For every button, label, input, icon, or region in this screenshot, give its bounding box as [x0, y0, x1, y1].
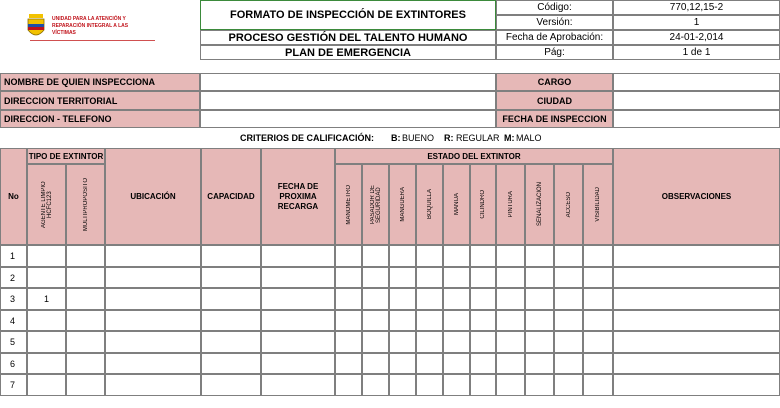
row-6-capacidad-cell[interactable]: [201, 353, 261, 374]
row-4-fecha-recarga-cell[interactable]: [261, 310, 335, 331]
row-4-pasador-cell[interactable]: [362, 310, 389, 331]
row-2-fecha-recarga-cell[interactable]: [261, 267, 335, 288]
cargo-label: CARGO: [496, 73, 613, 91]
criterios-label: CRITERIOS DE CALIFICACIÓN:: [240, 133, 374, 143]
row-3-manometro-cell[interactable]: [335, 288, 362, 310]
row-2-cilindro-cell[interactable]: [470, 267, 496, 288]
row-3-pasador-cell[interactable]: [362, 288, 389, 310]
logo-underline: [30, 40, 155, 41]
row-3-senalizacion-cell[interactable]: [525, 288, 554, 310]
row-6-ubicacion-cell[interactable]: [105, 353, 201, 374]
title-process: PROCESO GESTIÓN DEL TALENTO HUMANO: [200, 30, 496, 45]
row-6-observaciones-cell[interactable]: [613, 353, 780, 374]
criterio-regular: REGULAR: [456, 133, 500, 143]
row-7-multiproposito-cell[interactable]: [66, 374, 105, 396]
criterio-bueno: BUENO: [402, 133, 435, 143]
row-6-manija-cell[interactable]: [443, 353, 470, 374]
row-3-ubicacion-cell[interactable]: [105, 288, 201, 310]
row-5-senalizacion-cell[interactable]: [525, 331, 554, 353]
row-5-cilindro-cell[interactable]: [470, 331, 496, 353]
col-multiproposito-header: [66, 164, 105, 245]
row-5-manguera-cell[interactable]: [389, 331, 416, 353]
meta-codigo-value: 770,12,15-2: [613, 0, 780, 15]
meta-pag-label: Pág:: [496, 45, 613, 60]
row-2-no-cell: 2: [0, 267, 27, 288]
logo-text: UNIDAD PARA LA ATENCIÓN Y REPARACIÓN INTEGRAL A LAS VÍCTIMAS: [52, 16, 129, 36]
logo-area: [0, 0, 200, 60]
row-1-boquilla-cell[interactable]: [416, 245, 443, 267]
manguera-text: MANGUERA: [399, 187, 406, 222]
row-6-visibilidad-cell[interactable]: [583, 353, 613, 374]
row-5-fecha-recarga-cell[interactable]: [261, 331, 335, 353]
col-manguera-header: [389, 164, 416, 245]
multiproposito-text: MULTIPROPOSITO: [82, 177, 89, 232]
row-6-cilindro-cell[interactable]: [470, 353, 496, 374]
nombre-label: NOMBRE DE QUIEN INSPECCIONA: [0, 73, 200, 91]
boquilla-text: BOQUILLA: [426, 189, 433, 220]
col-senalizacion-header: [525, 164, 554, 245]
row-7-agente-cell[interactable]: [27, 374, 66, 396]
meta-fecha-label: Fecha de Aprobación:: [496, 30, 613, 45]
row-2-observaciones-cell[interactable]: [613, 267, 780, 288]
row-1-multiproposito-cell[interactable]: [66, 245, 105, 267]
row-2-boquilla-cell[interactable]: [416, 267, 443, 288]
row-1-fecha-recarga-cell[interactable]: [261, 245, 335, 267]
row-6-senalizacion-cell[interactable]: [525, 353, 554, 374]
row-5-pintura-cell[interactable]: [496, 331, 525, 353]
row-7-manometro-cell[interactable]: [335, 374, 362, 396]
row-7-no-cell: 7: [0, 374, 27, 396]
meta-version-label: Versión:: [496, 15, 613, 30]
row-2-senalizacion-cell[interactable]: [525, 267, 554, 288]
col-no-header: No: [0, 148, 27, 245]
row-5-manometro-cell[interactable]: [335, 331, 362, 353]
acceso-text: ACCESO: [565, 191, 572, 218]
row-6-acceso-cell[interactable]: [554, 353, 583, 374]
coat-of-arms-icon: [25, 14, 47, 40]
title-format: FORMATO DE INSPECCIÓN DE EXTINTORES: [200, 0, 496, 30]
row-1-cilindro-cell[interactable]: [470, 245, 496, 267]
col-manija-header: [443, 164, 470, 245]
row-2-agente-cell[interactable]: [27, 267, 66, 288]
row-5-visibilidad-cell[interactable]: [583, 331, 613, 353]
row-5-no-cell: 5: [0, 331, 27, 353]
col-agente-limpio-header: [27, 164, 66, 245]
col-capacidad-header: CAPACIDAD: [201, 148, 261, 245]
row-1-acceso-cell[interactable]: [554, 245, 583, 267]
row-1-visibilidad-cell[interactable]: [583, 245, 613, 267]
row-2-multiproposito-cell[interactable]: [66, 267, 105, 288]
pasador-text: PASADOR DE SEGURIDAD: [369, 185, 382, 224]
visibilidad-text: VISIBILIDAD: [595, 187, 601, 222]
row-3-manguera-cell[interactable]: [389, 288, 416, 310]
col-ubicacion-header: UBICACIÓN: [105, 148, 201, 245]
estado-extintor-header: ESTADO DEL EXTINTOR: [335, 148, 613, 164]
col-acceso-header: [554, 164, 583, 245]
row-3-manija-cell[interactable]: [443, 288, 470, 310]
meta-codigo-label: Código:: [496, 0, 613, 15]
telefono-label: DIRECCION - TELEFONO: [0, 110, 200, 128]
row-3-multiproposito-cell[interactable]: [66, 288, 105, 310]
row-7-fecha-recarga-cell[interactable]: [261, 374, 335, 396]
criterio-malo-key: M:: [504, 133, 515, 143]
col-fecha-recarga-header: FECHA DE PROXIMA RECARGA: [261, 148, 335, 245]
row-7-cilindro-cell[interactable]: [470, 374, 496, 396]
row-4-observaciones-cell[interactable]: [613, 310, 780, 331]
row-1-manguera-cell[interactable]: [389, 245, 416, 267]
row-3-no-cell: 3: [0, 288, 27, 310]
col-boquilla-header: [416, 164, 443, 245]
row-4-manguera-cell[interactable]: [389, 310, 416, 331]
row-7-visibilidad-cell[interactable]: [583, 374, 613, 396]
row-7-boquilla-cell[interactable]: [416, 374, 443, 396]
ciudad-field[interactable]: [613, 91, 780, 110]
row-6-pasador-cell[interactable]: [362, 353, 389, 374]
row-7-ubicacion-cell[interactable]: [105, 374, 201, 396]
row-6-no-cell: 6: [0, 353, 27, 374]
row-6-multiproposito-cell[interactable]: [66, 353, 105, 374]
row-1-pasador-cell[interactable]: [362, 245, 389, 267]
ciudad-label: CIUDAD: [496, 91, 613, 110]
row-4-boquilla-cell[interactable]: [416, 310, 443, 331]
row-5-capacidad-cell[interactable]: [201, 331, 261, 353]
telefono-field[interactable]: [200, 110, 496, 128]
row-2-capacidad-cell[interactable]: [201, 267, 261, 288]
row-6-manguera-cell[interactable]: [389, 353, 416, 374]
row-1-observaciones-cell[interactable]: [613, 245, 780, 267]
row-4-manometro-cell[interactable]: [335, 310, 362, 331]
row-2-acceso-cell[interactable]: [554, 267, 583, 288]
cilindro-text: CILINDRO: [480, 190, 486, 219]
row-3-acceso-cell[interactable]: [554, 288, 583, 310]
row-4-ubicacion-cell[interactable]: [105, 310, 201, 331]
row-5-pasador-cell[interactable]: [362, 331, 389, 353]
senalizacion-text: SEÑALIZACIÓN: [536, 182, 543, 227]
col-pintura-header: [496, 164, 525, 245]
col-visibilidad-header: [583, 164, 613, 245]
row-2-manguera-cell[interactable]: [389, 267, 416, 288]
row-2-visibilidad-cell[interactable]: [583, 267, 613, 288]
row-4-senalizacion-cell[interactable]: [525, 310, 554, 331]
row-3-boquilla-cell[interactable]: [416, 288, 443, 310]
direccion-field[interactable]: [200, 91, 496, 110]
row-4-no-cell: 4: [0, 310, 27, 331]
row-1-manometro-cell[interactable]: [335, 245, 362, 267]
row-4-acceso-cell[interactable]: [554, 310, 583, 331]
row-1-capacidad-cell[interactable]: [201, 245, 261, 267]
row-6-pintura-cell[interactable]: [496, 353, 525, 374]
meta-pag-value: 1 de 1: [613, 45, 780, 60]
row-5-manija-cell[interactable]: [443, 331, 470, 353]
row-6-boquilla-cell[interactable]: [416, 353, 443, 374]
cargo-field[interactable]: [613, 73, 780, 91]
criterio-bueno-key: B:: [391, 133, 401, 143]
row-4-pintura-cell[interactable]: [496, 310, 525, 331]
row-7-senalizacion-cell[interactable]: [525, 374, 554, 396]
row-2-manometro-cell[interactable]: [335, 267, 362, 288]
criterio-malo: MALO: [516, 133, 542, 143]
row-7-observaciones-cell[interactable]: [613, 374, 780, 396]
row-4-visibilidad-cell[interactable]: [583, 310, 613, 331]
row-5-multiproposito-cell[interactable]: [66, 331, 105, 353]
row-3-pintura-cell[interactable]: [496, 288, 525, 310]
row-5-acceso-cell[interactable]: [554, 331, 583, 353]
row-3-capacidad-cell[interactable]: [201, 288, 261, 310]
row-6-manometro-cell[interactable]: [335, 353, 362, 374]
fecha-inspeccion-field[interactable]: [613, 110, 780, 128]
row-2-manija-cell[interactable]: [443, 267, 470, 288]
col-cilindro-header: [470, 164, 496, 245]
col-manometro-header: [335, 164, 362, 245]
row-5-boquilla-cell[interactable]: [416, 331, 443, 353]
row-5-observaciones-cell[interactable]: [613, 331, 780, 353]
row-4-cilindro-cell[interactable]: [470, 310, 496, 331]
row-1-senalizacion-cell[interactable]: [525, 245, 554, 267]
row-7-pasador-cell[interactable]: [362, 374, 389, 396]
criterios-line: [0, 128, 780, 148]
row-2-ubicacion-cell[interactable]: [105, 267, 201, 288]
row-1-agente-cell[interactable]: [27, 245, 66, 267]
row-4-multiproposito-cell[interactable]: [66, 310, 105, 331]
row-5-agente-cell[interactable]: [27, 331, 66, 353]
row-2-pasador-cell[interactable]: [362, 267, 389, 288]
row-3-visibilidad-cell[interactable]: [583, 288, 613, 310]
row-4-agente-cell[interactable]: [27, 310, 66, 331]
row-6-agente-cell[interactable]: [27, 353, 66, 374]
manija-text: MANIJA: [453, 193, 460, 216]
row-2-pintura-cell[interactable]: [496, 267, 525, 288]
row-1-manija-cell[interactable]: [443, 245, 470, 267]
col-pasador-header: [362, 164, 389, 245]
row-1-ubicacion-cell[interactable]: [105, 245, 201, 267]
fecha-inspeccion-label: FECHA DE INSPECCION: [496, 110, 613, 128]
pintura-text: PINTURA: [507, 191, 514, 218]
row-1-no-cell: 1: [0, 245, 27, 267]
title-plan: PLAN DE EMERGENCIA: [200, 45, 496, 60]
row-7-capacidad-cell[interactable]: [201, 374, 261, 396]
criterio-regular-key: R:: [444, 133, 454, 143]
direccion-label: DIRECCION TERRITORIAL: [0, 91, 200, 110]
meta-version-value: 1: [613, 15, 780, 30]
row-3-agente-cell[interactable]: 1: [27, 288, 66, 310]
row-3-observaciones-cell[interactable]: [613, 288, 780, 310]
row-6-fecha-recarga-cell[interactable]: [261, 353, 335, 374]
row-3-fecha-recarga-cell[interactable]: [261, 288, 335, 310]
row-5-ubicacion-cell[interactable]: [105, 331, 201, 353]
tipo-extintor-header: TIPO DE EXTINTOR: [27, 148, 105, 164]
manometro-text: MANOMETRO: [345, 184, 352, 225]
agente-limpio-text: AGENTE LIMPIO HCFC123: [40, 181, 53, 228]
col-observaciones-header: OBSERVACIONES: [613, 148, 780, 245]
row-7-acceso-cell[interactable]: [554, 374, 583, 396]
row-4-manija-cell[interactable]: [443, 310, 470, 331]
nombre-field[interactable]: [200, 73, 496, 91]
row-7-manguera-cell[interactable]: [389, 374, 416, 396]
row-7-manija-cell[interactable]: [443, 374, 470, 396]
row-1-pintura-cell[interactable]: [496, 245, 525, 267]
row-3-cilindro-cell[interactable]: [470, 288, 496, 310]
row-7-pintura-cell[interactable]: [496, 374, 525, 396]
row-4-capacidad-cell[interactable]: [201, 310, 261, 331]
meta-fecha-value: 24-01-2,014: [613, 30, 780, 45]
